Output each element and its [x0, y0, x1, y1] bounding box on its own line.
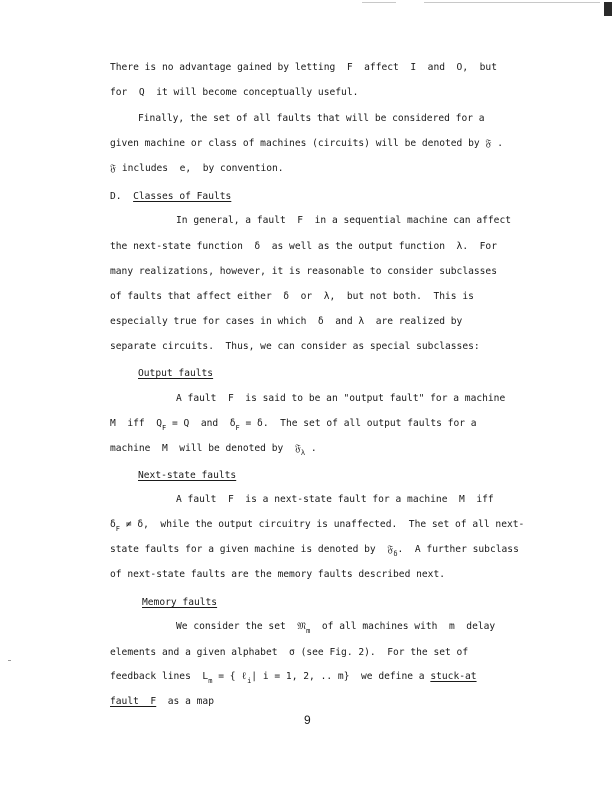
corner-scan-mark [604, 2, 612, 16]
text-run: | i = 1, 2, .. m} we define a [251, 671, 431, 682]
para-line-8: the next-state function δ as well as the output function λ. For [110, 241, 497, 252]
para-line-14 [110, 418, 477, 430]
text-run: = { ℓ [212, 671, 248, 682]
text-run: M iff Q [110, 418, 162, 429]
text-run: of all machines with m delay [310, 621, 496, 632]
para-line-2: for Q it will become conceptually useful. [110, 87, 359, 98]
top-rule-right [424, 2, 600, 3]
text-run: = Q and δ [166, 418, 236, 429]
para-line-9: many realizations, however, it is reasonable to consider subclasses [110, 266, 497, 277]
para-line-1: There is no advantage gained by letting F affect I and O, but [110, 62, 497, 73]
subscript: F [115, 525, 120, 533]
para-line-3: Finally, the set of all faults that will be considered for a [138, 113, 485, 124]
subscript: m [306, 627, 311, 635]
text-run: feedback lines L [110, 671, 209, 682]
text-run: state faults for a given machine is denoted by 𝔉 [110, 544, 394, 555]
section-heading-d [110, 191, 231, 203]
para-line-5: 𝔉 includes e, by convention. [110, 163, 284, 174]
para-line-17 [110, 519, 524, 531]
subscript: λ [300, 449, 306, 457]
text-run: = δ. The set of all output faults for a [239, 418, 477, 429]
para-line-19: of next-state faults are the memory faults described next. [110, 569, 446, 580]
text-run: . A further subclass [397, 544, 519, 555]
section-label: D. [110, 191, 134, 202]
text-run: machine M will be denoted by 𝔉 [110, 443, 301, 454]
subscript: i [247, 677, 252, 685]
subscript: F [161, 424, 167, 432]
para-line-23 [110, 696, 214, 708]
para-line-22 [110, 671, 477, 683]
para-line-7: In general, a fault F in a sequential machine can affect [176, 215, 512, 226]
para-line-20 [176, 621, 495, 633]
subscript: δ [393, 550, 398, 558]
defined-term: fault F [110, 696, 157, 707]
text-run: We consider the set 𝔐 [176, 621, 307, 632]
section-title: Classes of Faults [133, 191, 232, 202]
defined-term: stuck-at [430, 671, 477, 682]
para-line-21: elements and a given alphabet σ (see Fig. 2). For the set of [110, 647, 469, 658]
text-run: ≠ δ, while the output circuitry is unaffected. The set of all next- [120, 519, 525, 530]
text-run: δ [110, 519, 116, 530]
para-line-11: especially true for cases in which δ and λ are realized by [110, 316, 463, 327]
para-line-18 [110, 544, 519, 556]
para-line-16: A fault F is a next-state fault for a machine M iff [176, 494, 494, 505]
top-rule-left [362, 2, 396, 3]
text-run: . [305, 443, 317, 454]
subscript: F [235, 424, 240, 432]
page-number: 9 [304, 713, 311, 727]
text-run: as a map [156, 696, 214, 707]
margin-mark [8, 660, 11, 661]
subheading-memory-faults: Memory faults [142, 597, 218, 608]
para-line-15 [110, 443, 317, 455]
subscript: m [208, 677, 213, 685]
para-line-10: of faults that affect either δ or λ, but not both. This is [110, 291, 474, 302]
para-line-12: separate circuits. Thus, we can consider as special subclasses: [110, 341, 480, 352]
para-line-4: given machine or class of machines (circuits) will be denoted by 𝔉 . [110, 138, 504, 149]
subheading-next-state-faults: Next-state faults [138, 470, 237, 481]
subheading-output-faults: Output faults [138, 368, 214, 379]
para-line-13: A fault F is said to be an "output fault" for a machine [176, 393, 506, 404]
